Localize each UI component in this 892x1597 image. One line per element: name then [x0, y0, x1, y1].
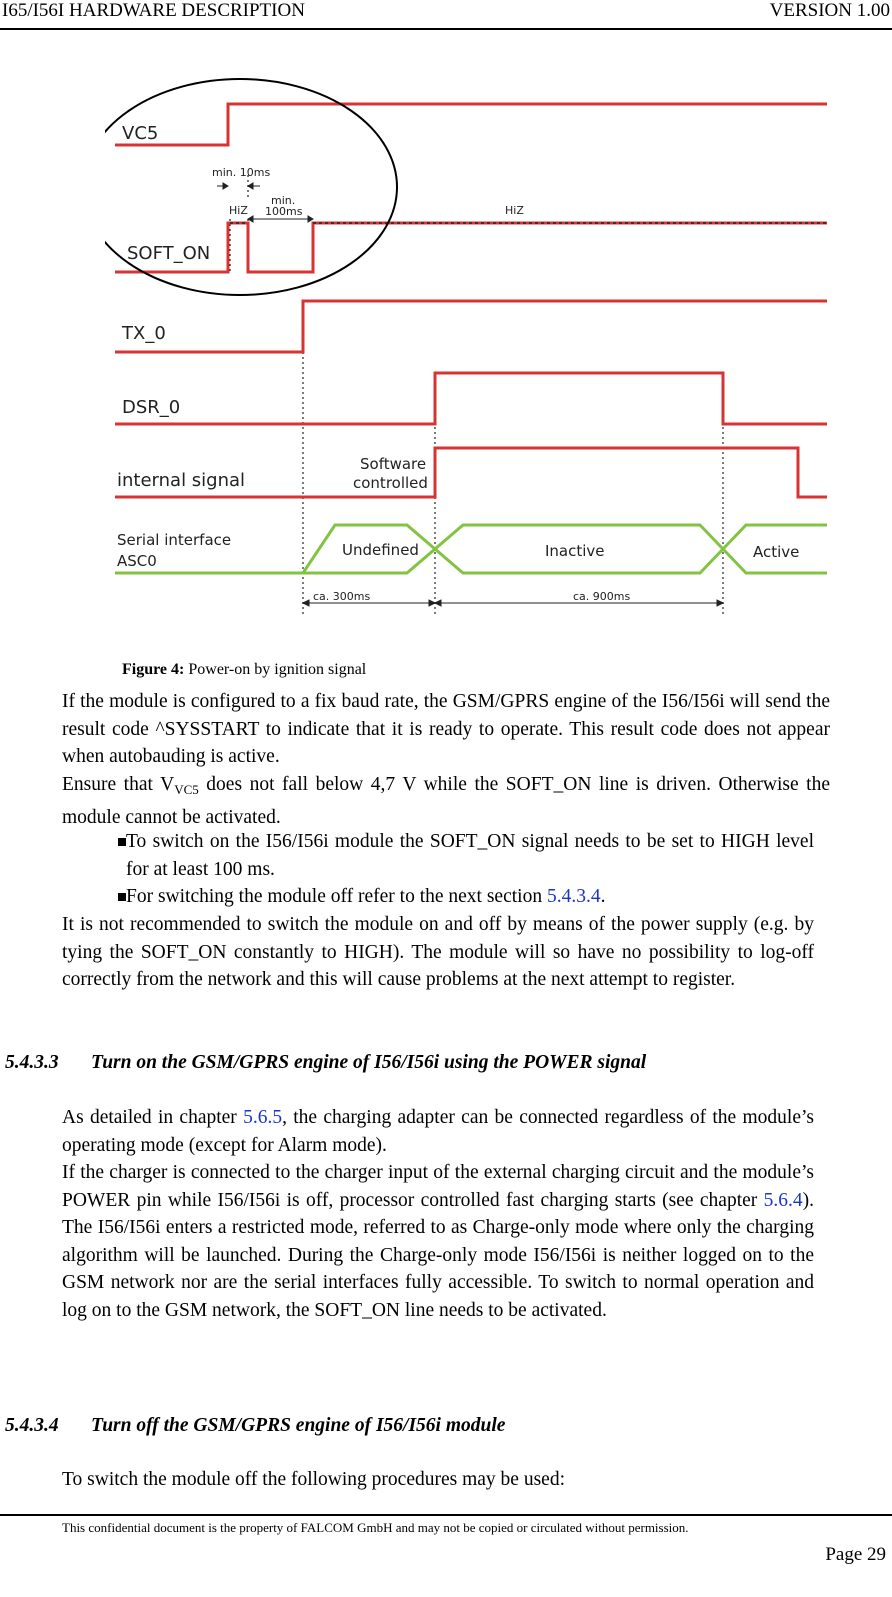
ca-900ms-label: ca. 900ms: [573, 590, 631, 603]
footer-notice: This confidential document is the property of FALCOM GmbH and may not be copied or circulated without permission.: [62, 1520, 689, 1535]
tx0-trace: [115, 301, 827, 352]
bullet-icon: [118, 838, 126, 846]
active-label: Active: [753, 543, 800, 561]
page-header: [0, 0, 892, 30]
controlled-label: controlled: [353, 474, 428, 492]
header-title: I65/I56I HARDWARE DESCRIPTION: [2, 0, 305, 21]
hiz-label-1: HiZ: [229, 204, 248, 217]
page-number: Page 29: [825, 1544, 886, 1565]
reference-lines: [230, 175, 723, 617]
undefined-label: Undefined: [342, 541, 419, 559]
paragraph-charging-adapter: As detailed in chapter 5.6.5, the charging adapter can be connected regardless of the module’s operating mode (except for Alarm mode).: [62, 1107, 814, 1156]
timing-diagram: [105, 77, 835, 643]
inactive-label: Inactive: [545, 542, 605, 560]
arrows: [217, 183, 723, 606]
caption-label: Figure 4:: [122, 661, 185, 678]
figure-caption: [122, 661, 366, 679]
chapter-link-5-6-4[interactable]: 5.6.4: [763, 1189, 803, 1211]
bullet-icon: [118, 893, 126, 901]
dsr0-label: DSR_0: [122, 397, 181, 418]
serial-interface-label: Serial interface: [117, 531, 232, 549]
section-heading-5-4-3-4: 5.4.3.4 Turn off the GSM/GPRS engine of I56/I56i module: [5, 1415, 506, 1436]
min-10ms-label: min. 10ms: [212, 166, 271, 179]
vc5-label: VC5: [122, 123, 159, 144]
section-heading-5-4-3-3: 5.4.3.3 Turn on the GSM/GPRS engine of I56/I56i using the POWER signal: [5, 1052, 647, 1073]
dsr0-trace: [115, 373, 827, 424]
hiz-label-2: HiZ: [505, 204, 524, 217]
caption-text: Power-on by ignition signal: [184, 661, 367, 678]
section-link[interactable]: 5.4.3.4: [546, 886, 601, 907]
software-label: Software: [360, 455, 427, 473]
header-version: VERSION 1.00: [769, 0, 890, 21]
soft-on-label: SOFT_ON: [127, 243, 211, 264]
ca-300ms-label: ca. 300ms: [313, 590, 371, 603]
bullet-item-switch-on: To switch on the I56/I56i module the SOFT_ON signal needs to be set to HIGH level for at least 100 ms.: [126, 831, 814, 880]
footer-divider: [0, 1514, 892, 1516]
bullet-item-switch-off: For switching the module off refer to the next section 5.4.3.4.: [126, 886, 606, 907]
soft-on-trace: [115, 223, 827, 272]
min-100ms-label-2: 100ms: [265, 205, 303, 218]
paragraph-sysstart: If the module is configured to a fix baud rate, the GSM/GPRS engine of the I56/I56i will send the result code ^SYSSTART to indicate that it is ready to operate. This result code does not appear when autobauding is active.: [62, 691, 830, 767]
tx0-label: TX_0: [122, 323, 166, 344]
chapter-link-5-6-5[interactable]: 5.6.5: [243, 1107, 283, 1128]
paragraph-switch-off: To switch the module off the following procedures may be used:: [62, 1469, 565, 1490]
paragraph-vc5: Ensure that $V_{VC5}$ does not fall below 4,7 V while the SOFT_ON line is driven. Otherwise the module cannot be activated.: [62, 774, 830, 828]
min-100ms-label-1: min.: [271, 194, 296, 207]
asc0-label: ASC0: [117, 552, 157, 570]
paragraph-power-supply: It is not recommended to switch the module on and off by means of the power supply (e.g. by tying the SOFT_ON constantly to HIGH). The module will so have no possibility to log-off correctly from the network and this will cause problems at the next attempt to register.: [62, 914, 814, 990]
vc5-trace: [115, 104, 827, 145]
paragraph-charge-only: If the charger is connected to the charger input of the external charging circuit and the module’s POWER pin while I56/I56i is off, processor controlled fast charging starts (see chapter 5.6.4). The I56/I56i enters a restricted mode, referred to as Charge-only mode where only the charging algorithm will be launched. During the Charge-only mode I56/I56i is neither logged on to the GSM network nor are the serial interfaces fully accessible. To switch to normal operation and log on to the GSM network, the SOFT_ON line needs to be activated.: [62, 1162, 814, 1321]
internal-signal-label: internal signal: [117, 470, 246, 491]
